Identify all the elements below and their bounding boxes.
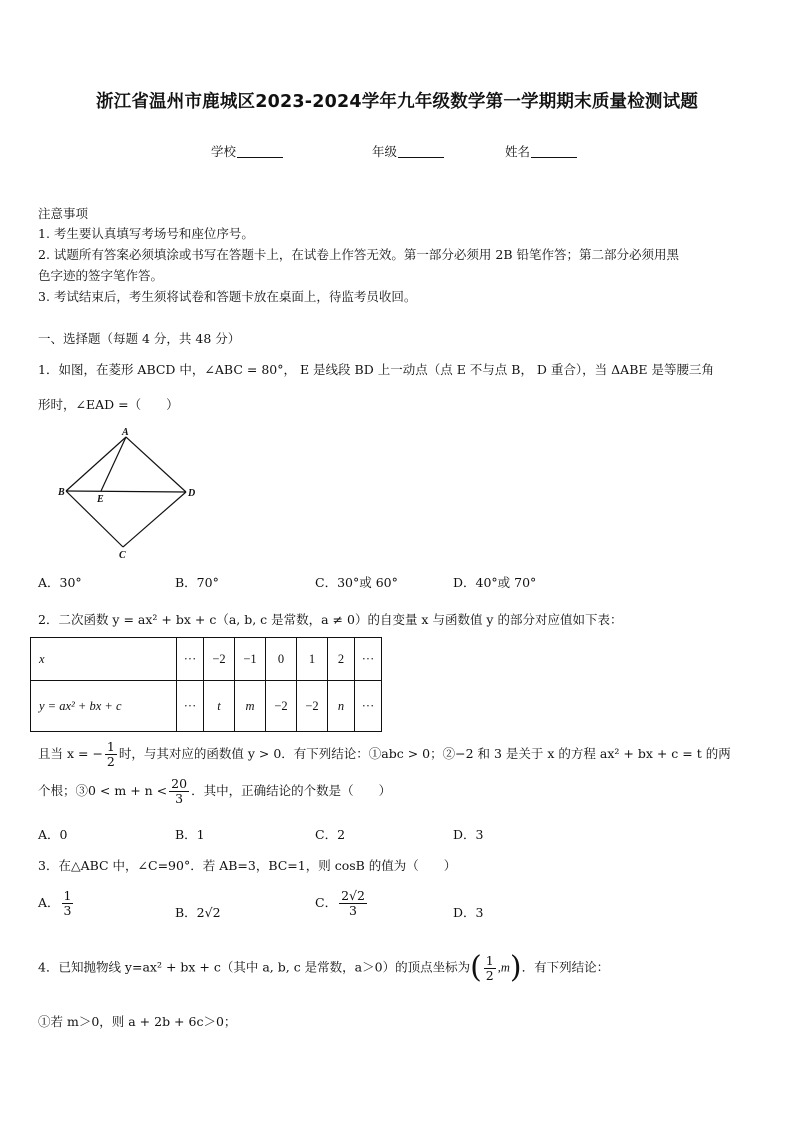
fraction-denominator: 3 — [63, 902, 72, 918]
table-cell: ··· — [355, 638, 382, 681]
q2-option-a: A．0 — [38, 827, 68, 842]
section-heading: 一、选择题（每题 4 分，共 48 分） — [38, 331, 241, 346]
table-cell: ··· — [177, 638, 204, 681]
q3-text-line1: 3．在△ABC 中，∠C=90°．若 AB=3，BC=1，则 cosB 的值为（ ） — [38, 858, 457, 873]
left-paren: ( — [470, 950, 482, 985]
q1-option-b: B．70° — [175, 575, 219, 590]
fraction-vertex-x — [484, 954, 496, 983]
fraction-numerator: 1 — [106, 739, 115, 754]
q3-option-a — [38, 889, 75, 918]
page-title: 浙江省温州市鹿城区2023-2024学年九年级数学第一学期期末质量检测试题 — [95, 92, 699, 112]
fraction-numerator: 2√2 — [341, 888, 365, 903]
rhombus-figure — [55, 425, 200, 560]
vertex-m: ,m — [497, 960, 510, 975]
table-cell: −2 — [204, 638, 235, 681]
vertex-c-label: C — [119, 550, 126, 560]
q2-line3-end: ．其中，正确结论的个数是（ ） — [191, 782, 392, 798]
q2-line3-start: 个根；③0 < m + n < — [38, 782, 168, 798]
q3-option-c-label: C． — [315, 894, 338, 910]
table-cell: t — [204, 681, 235, 732]
fraction-one-third — [62, 889, 74, 918]
table-cell: −2 — [266, 681, 297, 732]
notes-item-2-cont: 色字迹的签字笔作答。 — [38, 268, 164, 283]
point-e-label: E — [97, 494, 104, 505]
q3-option-b: B．2√2 — [175, 905, 221, 920]
q2-text-line3 — [38, 777, 391, 806]
vertex-a-label: A — [122, 427, 129, 438]
value-table — [30, 637, 382, 732]
notes-item-2: 2. 试题所有答案必须填涂或书写在答题卡上，在试卷上作答无效。第一部分必须用 2B 铅笔作答；第二部分必须用黑 — [38, 247, 679, 262]
name-field — [505, 142, 577, 160]
q4-item-1: ①若 m＞0，则 a + 2b + 6c＞0； — [38, 1014, 237, 1029]
table-cell: 0 — [266, 638, 297, 681]
name-label: 姓名 — [505, 144, 531, 159]
q3-option-a-label: A． — [38, 894, 60, 910]
table-cell: n — [328, 681, 355, 732]
q2-option-c: C．2 — [315, 827, 346, 842]
table-cell: m — [235, 681, 266, 732]
vertex-d-label: D — [188, 488, 196, 499]
fraction-denominator: 3 — [175, 790, 184, 806]
q4-line1-end: ．有下列结论： — [521, 959, 610, 975]
fraction-one-half — [105, 740, 117, 769]
school-field — [211, 142, 283, 160]
table-row — [31, 638, 382, 681]
q1-text-line1: 1．如图，在菱形 ABCD 中，∠ABC = 80°， E 是线段 BD 上一动点（点 E 不与点 B， D 重合），当 ΔABE 是等腰三角 — [38, 362, 714, 377]
fraction-numerator: 1 — [485, 952, 494, 968]
fraction-denominator: 2 — [485, 967, 494, 983]
table-cell: ··· — [177, 681, 204, 732]
grade-field — [372, 142, 444, 160]
table-row — [31, 681, 382, 732]
q2-text-line1: 2．二次函数 y = ax² + bx + c（a, b, c 是常数，a ≠ 0）的自变量 x 与函数值 y 的部分对应值如下表： — [38, 612, 623, 627]
school-blank — [237, 145, 283, 158]
q1-option-c: C．30°或 60° — [315, 575, 398, 590]
notes-item-1: 1. 考生要认真填写考场号和座位序号。 — [38, 226, 254, 241]
fraction-numerator: 1 — [63, 888, 72, 903]
table-cell: 2 — [328, 638, 355, 681]
fraction-numerator: 20 — [171, 776, 188, 791]
q2-line2-start: 且当 x = − — [38, 745, 103, 761]
q1-option-d: D．40°或 70° — [453, 575, 537, 590]
fraction-two-root-two-thirds — [339, 889, 367, 918]
q1-option-a: A．30° — [38, 575, 82, 590]
table-cell: x — [31, 638, 177, 681]
table-cell: 1 — [297, 638, 328, 681]
q2-option-b: B．1 — [175, 827, 205, 842]
grade-label: 年级 — [372, 144, 398, 159]
table-cell: y = ax² + bx + c — [31, 681, 177, 732]
table-cell: −1 — [235, 638, 266, 681]
table-cell: ··· — [355, 681, 382, 732]
notes-heading: 注意事项 — [38, 206, 89, 221]
q2-text-line2 — [38, 740, 731, 769]
school-label: 学校 — [211, 144, 237, 159]
q2-option-d: D．3 — [453, 827, 484, 842]
q4-text-line1 — [38, 950, 610, 985]
q1-text-line2: 形时，∠EAD =（ ） — [38, 397, 179, 412]
grade-blank — [398, 145, 444, 158]
q3-option-d: D．3 — [453, 905, 484, 920]
vertex-b-label: B — [58, 487, 65, 498]
fraction-twenty-thirds — [169, 777, 189, 806]
q2-line2-end: 时，与其对应的函数值 y > 0．有下列结论：①abc > 0；②−2 和 3 是关于 x 的方程 ax² + bx + c = t 的两 — [118, 745, 731, 761]
notes-item-3: 3. 考试结束后，考生须将试卷和答题卡放在桌面上，待监考员收回。 — [38, 289, 417, 304]
q4-line1-start: 4．已知抛物线 y=ax² + bx + c（其中 a, b, c 是常数，a＞0）的顶点坐标为 — [38, 959, 471, 975]
name-blank — [531, 145, 577, 158]
fraction-denominator: 3 — [349, 902, 357, 918]
fraction-denominator: 2 — [106, 753, 115, 769]
q3-option-c — [315, 889, 369, 918]
table-cell: −2 — [297, 681, 328, 732]
right-paren: ) — [509, 950, 522, 985]
